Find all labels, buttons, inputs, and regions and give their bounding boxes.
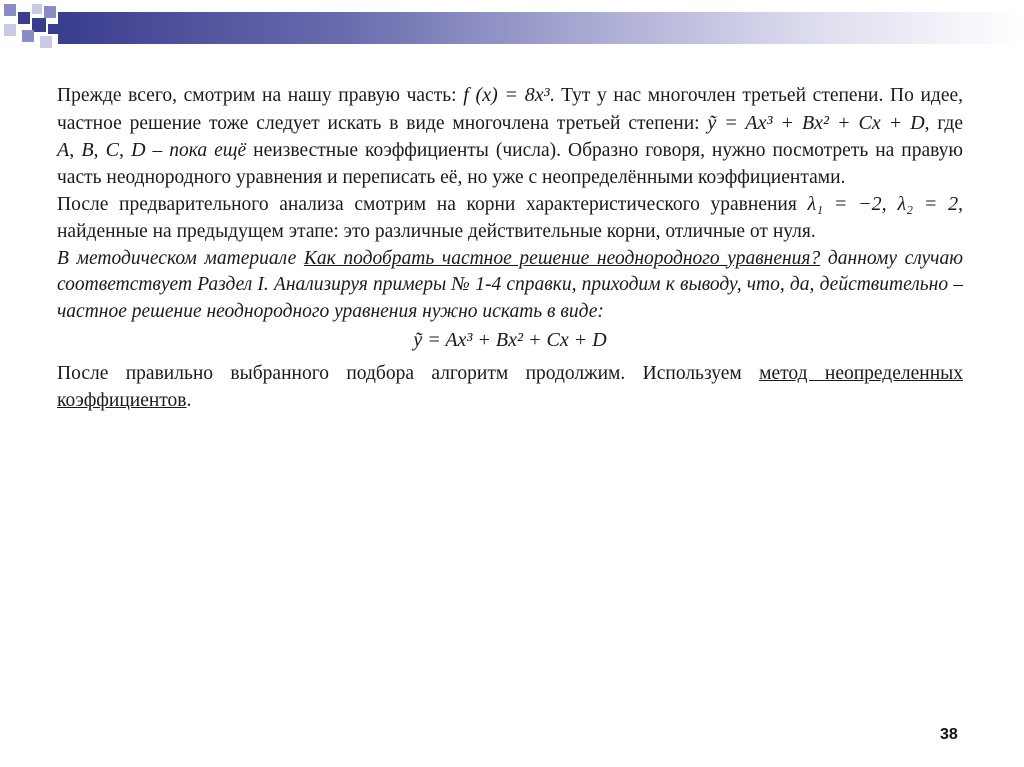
page-number: 38 <box>940 726 958 743</box>
slide-content <box>57 82 963 414</box>
paragraph-method-reference: В методическом материале Как подобрать частное решение неоднородного уравнения? данному случаю соответствует Раздел I. Анализируя примеры № 1-4 справки, приходим к выводу, что, да, действительно – частное решение неоднородного уравнения нужно искать в виде: <box>57 247 963 322</box>
paragraph-roots: После предварительного анализа смотрим на корни характеристического уравнения λ₁ = −2, λ₂ = 2, найденные на предыдущем этапе: это различные действительные корни, отличные от нуля. <box>57 193 964 242</box>
formula-roots: λ₁ = −2, λ₂ = 2 <box>807 193 959 216</box>
formula-particular-solution: ỹ = Ax³ + Bx² + Cx + D <box>707 111 925 134</box>
paragraph-continue: После правильно выбранного подбора алгоритм продолжим. Используем метод неопределенных коэффициентов. <box>57 362 963 411</box>
link-particular-solution[interactable]: Как подобрать частное решение неоднородного уравнения? <box>303 247 821 269</box>
formula-f-x: f (x) = 8x³ <box>463 84 550 106</box>
link-undetermined-coefficients[interactable]: метод неопределенных коэффициентов <box>57 362 963 411</box>
formula-centered: ỹ = Ax³ + Bx² + Cx + D <box>413 329 607 352</box>
header-gradient-bar <box>58 12 1024 44</box>
paragraph-right-side: Прежде всего, смотрим на нашу правую часть: f (x) = 8x³. Тут у нас многочлен третьей степени. По идее, частное решение тоже следует искать в виде многочлена третьей степени: ỹ = Ax³ + Bx² + Cx + D, где A, B, C, D – пока ещё неизвестные коэффициенты (числа). Образно говоря, нужно посмотреть на правую часть неоднородного уравнения и переписать её, но уже с неопределёнными коэффициентами. <box>57 84 964 188</box>
formula-coefficients: A, B, C, D <box>57 139 146 162</box>
